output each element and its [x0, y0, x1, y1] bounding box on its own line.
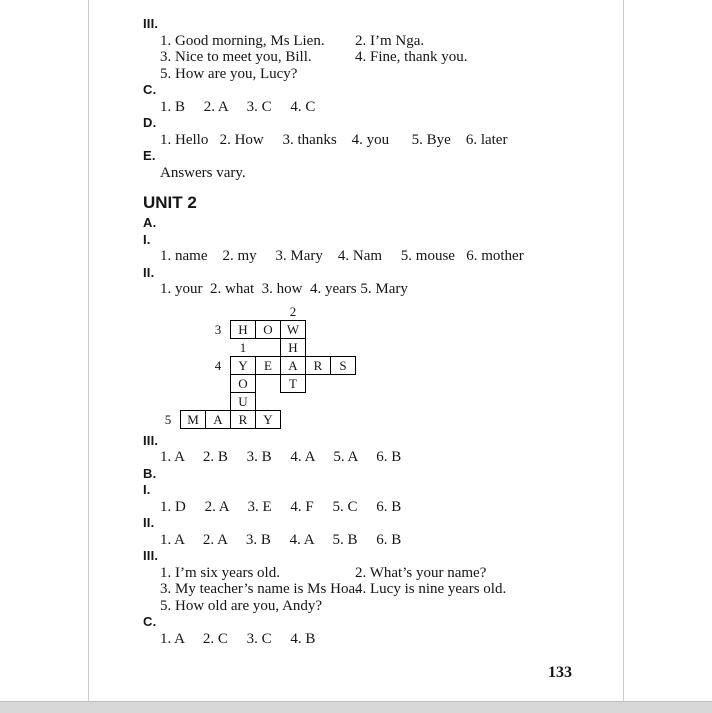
page-left-edge: [88, 0, 89, 701]
answer-line: Answers vary.: [160, 164, 246, 181]
answer-line: 1. A 2. B 3. B 4. A 5. A 6. B: [160, 449, 402, 465]
crossword-letter-cell: A: [280, 356, 306, 375]
section-heading-d: D.: [143, 115, 157, 130]
crossword-letter-cell: A: [205, 410, 231, 429]
answer-left: 5. How are you, Lucy?: [160, 65, 298, 82]
crossword-letter-cell: O: [255, 320, 281, 339]
crossword-letter-cell: R: [305, 356, 331, 375]
page-content: [143, 16, 613, 647]
answer-pair-row: [160, 66, 613, 83]
answer-line: 1. your 2. what 3. how 4. years 5. Mary: [160, 281, 408, 297]
page-bottom-edge: [0, 701, 712, 713]
page-right-edge: [623, 0, 624, 701]
crossword-letter-cell: H: [230, 320, 256, 339]
answer-right: 4. Fine, thank you.: [355, 49, 468, 65]
crossword-letter-cell: H: [280, 338, 306, 357]
answer-line: 1. Hello 2. How 3. thanks 4. you 5. Bye 6. later: [160, 131, 508, 148]
answer-right: 2. I’m Nga.: [355, 32, 425, 49]
crossword-letter-cell: R: [230, 410, 256, 429]
crossword-number-label: 4: [214, 357, 222, 373]
section-heading-b-i: I.: [143, 482, 151, 497]
page-number: 133: [548, 664, 572, 681]
crossword-letter-cell: M: [180, 410, 206, 429]
answer-line: 1. D 2. A 3. E 4. F 5. C 6. B: [160, 498, 402, 515]
crossword-number-label: 3: [214, 321, 222, 337]
answer-left: 1. I’m six years old.: [160, 564, 280, 581]
answer-right: 4. Lucy is nine years old.: [355, 581, 507, 597]
answer-line: 1. A 2. A 3. B 4. A 5. B 6. B: [160, 531, 402, 548]
section-heading-e: E.: [143, 148, 156, 163]
section-heading-c2: C.: [143, 614, 157, 629]
unit-2-title: UNIT 2: [143, 193, 197, 212]
answer-pair-row: [160, 49, 613, 66]
crossword-letter-cell: Y: [255, 410, 281, 429]
crossword-number-label: 2: [289, 303, 297, 319]
answer-pair-row: [160, 565, 613, 582]
answer-pair-row: [160, 598, 613, 615]
answer-left: 1. Good morning, Ms Lien.: [160, 32, 325, 49]
crossword-number-label: 1: [239, 339, 247, 355]
crossword-grid: [155, 302, 358, 430]
crossword-letter-cell: U: [230, 392, 256, 411]
answer-pair-row: [160, 581, 613, 598]
crossword-number-label: 5: [164, 411, 172, 427]
answer-line: 1. B 2. A 3. C 4. C: [160, 98, 316, 115]
section-heading-a-ii: II.: [143, 264, 155, 280]
answer-pair-row: [160, 33, 613, 50]
crossword-letter-cell: O: [230, 374, 256, 393]
section-heading-a-i: I.: [143, 231, 151, 247]
section-heading-c: C.: [143, 82, 157, 97]
answer-right: 2. What’s your name?: [355, 564, 487, 581]
answer-left: 3. Nice to meet you, Bill.: [160, 49, 312, 65]
answer-left: 3. My teacher’s name is Ms Hoa.: [160, 581, 359, 597]
answer-line: 1. A 2. C 3. C 4. B: [160, 630, 316, 647]
crossword-letter-cell: Y: [230, 356, 256, 375]
crossword-letter-cell: S: [330, 356, 356, 375]
section-heading-b-iii: III.: [143, 548, 159, 563]
crossword-letter-cell: E: [255, 356, 281, 375]
answer-left: 5. How old are you, Andy?: [160, 597, 323, 614]
section-heading-b: B.: [143, 465, 157, 481]
crossword-letter-cell: T: [280, 374, 306, 393]
section-heading-a: A.: [143, 215, 157, 230]
answer-line: 1. name 2. my 3. Mary 4. Nam 5. mouse 6. mother: [160, 248, 524, 264]
section-heading-a-iii: III.: [143, 432, 159, 448]
crossword-letter-cell: W: [280, 320, 306, 339]
section-heading-b-ii: II.: [143, 515, 155, 530]
section-heading-iii: III.: [143, 16, 159, 31]
